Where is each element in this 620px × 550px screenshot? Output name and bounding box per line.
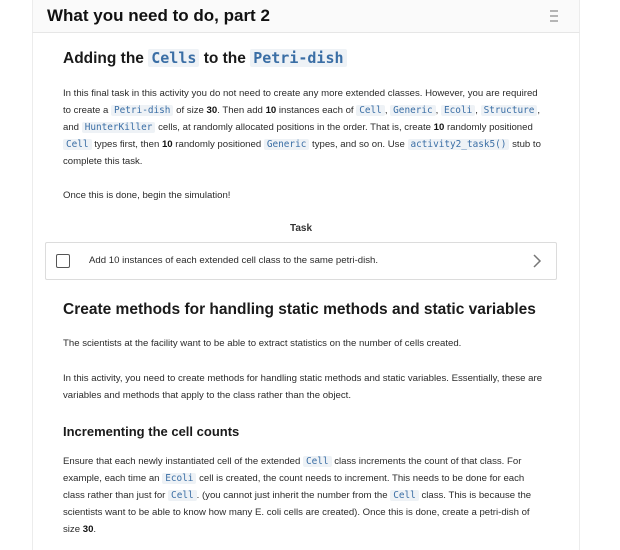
- chevron-right-icon[interactable]: [532, 253, 542, 269]
- section-heading-adding-cells: Adding the Cells to the Petri-dish: [63, 49, 347, 68]
- main-content: [32, 33, 580, 550]
- subheading-incrementing-counts: Incrementing the cell counts: [63, 424, 240, 439]
- instructions-paragraph: In this final task in this activity you do not need to create any more extended classes. However, you are required to create a Petri-dish of size 30. Then add 10 instances each of Cell , Generic , Ecoli , Structure , and HunterKiller cells, at randomly allocated positions in the order. That is, create 10 randomly positioned Cell types first, then 10 randomly positioned Generic types, and so on. Use activity2_task5() stub to complete this task.: [63, 88, 541, 167]
- scientists-paragraph: The scientists at the facility want to be able to extract statistics on the number of cells created.: [63, 338, 462, 349]
- section-heading-static-methods: Create methods for handling static methods and static variables: [63, 301, 536, 318]
- incrementing-paragraph: Ensure that each newly instantiated cell of the extended Cell class increments the count of that class. For example, each time an Ecoli cell is created, the count needs to increment. This needs to be done for each class rather than just for Cell . (you cannot just inherit the number from the Cell class. This is because the scientists want to be able to know how many E. coli cells are created). Once this is done, create a petri-dish of size 30.: [63, 456, 532, 535]
- begin-simulation-text: Once this is done, begin the simulation!: [63, 190, 231, 201]
- page-title: What you need to do, part 2: [47, 6, 270, 25]
- page-header: [32, 0, 580, 33]
- task-label: Task: [289, 223, 313, 234]
- menu-icon[interactable]: [549, 10, 559, 22]
- static-explanation-paragraph: In this activity, you need to create methods for handling static methods and static variables. Essentially, these are variables and methods that apply to the class rather than the object.: [63, 373, 543, 401]
- task-item[interactable]: [45, 242, 557, 280]
- task-text: Add 10 instances of each extended cell class to the same petri-dish.: [89, 255, 379, 266]
- task-checkbox[interactable]: [56, 254, 70, 268]
